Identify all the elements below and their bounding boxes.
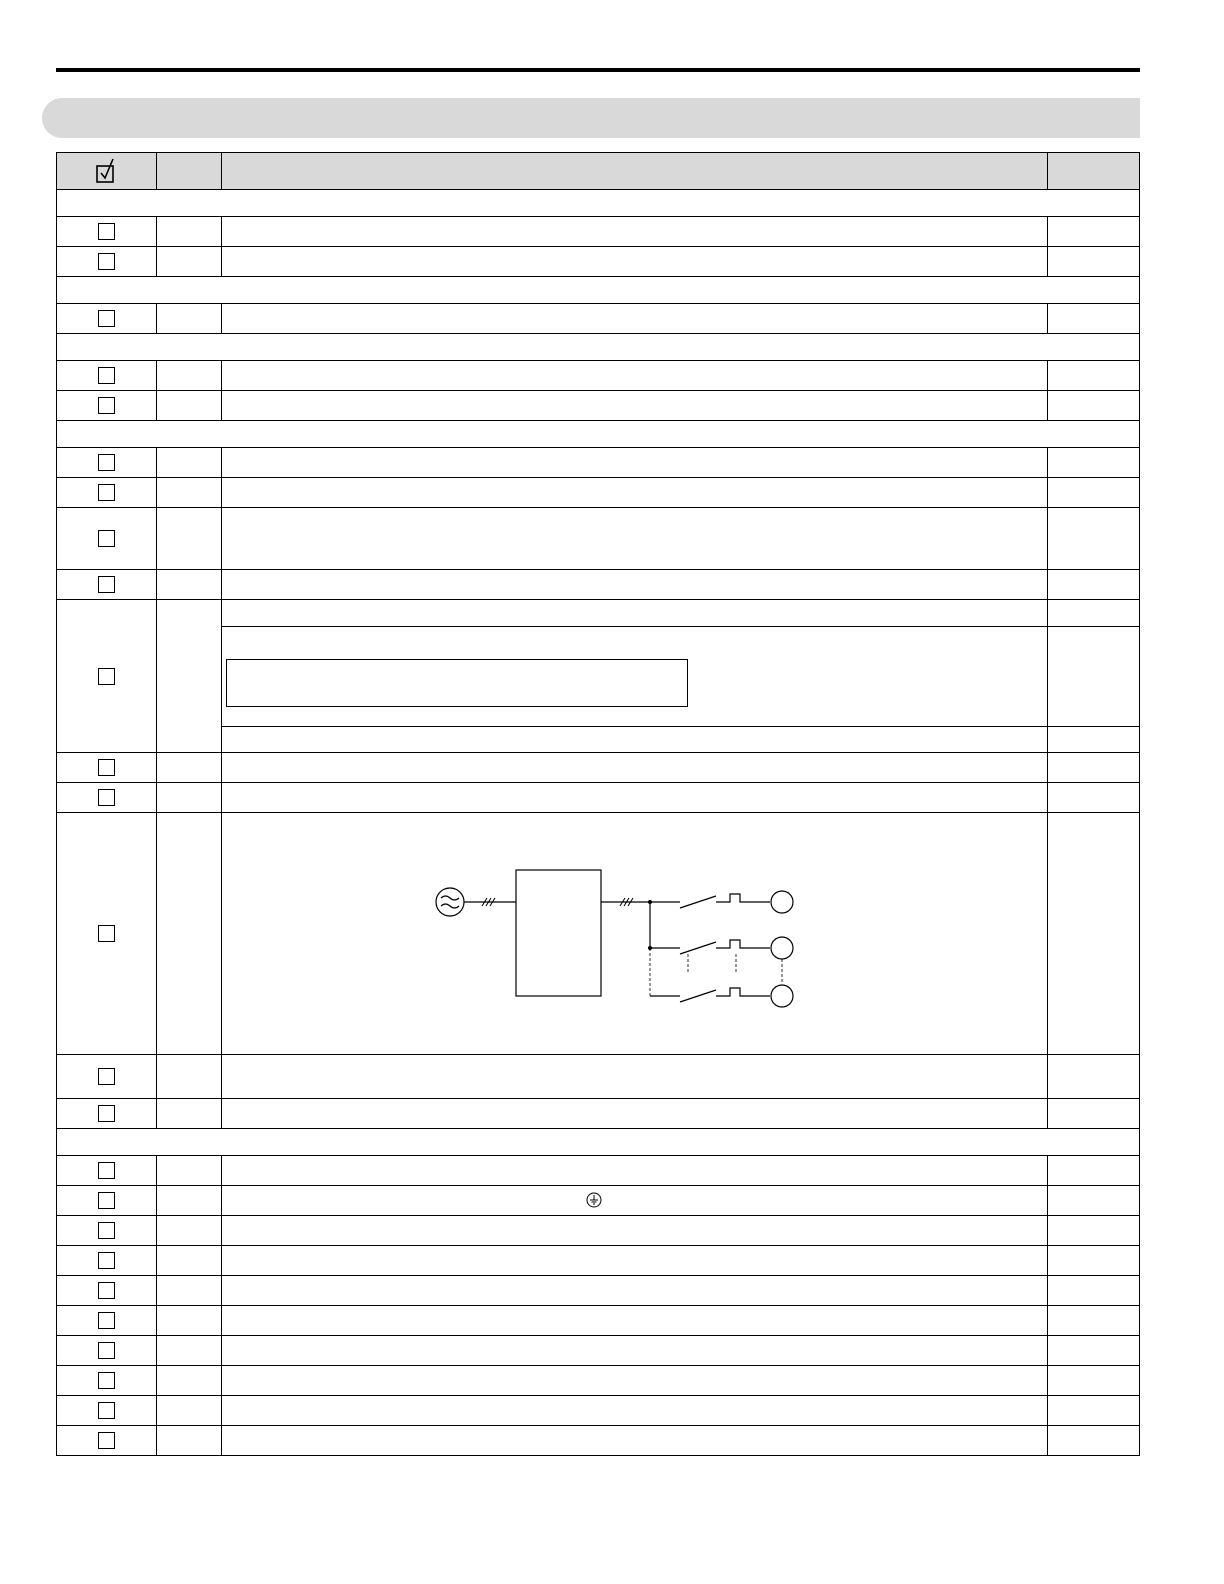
empty-checkbox-icon[interactable] [98,1342,115,1359]
empty-checkbox-icon[interactable] [98,397,115,414]
top-rule [56,68,1140,72]
three-phase-mark [620,898,633,906]
table-row [57,1099,1140,1129]
table-row [57,247,1140,277]
sub-row [222,727,1047,752]
table-row [57,1055,1140,1099]
empty-checkbox-icon[interactable] [98,1402,115,1419]
group-row [57,277,1140,304]
page-column-header [1047,153,1139,190]
empty-checkbox-icon[interactable] [98,1312,115,1329]
table-row [57,361,1140,391]
table-row [57,304,1140,334]
ac-source-icon [436,888,464,916]
check-column-header [57,153,157,190]
table-header-row [57,153,1140,190]
table-row [57,1396,1140,1426]
group-row [57,334,1140,361]
sub-row [222,627,1047,727]
empty-checkbox-icon[interactable] [98,576,115,593]
page-ref [1048,727,1139,752]
empty-checkbox-icon[interactable] [98,759,115,776]
item-column-header [221,153,1047,190]
empty-checkbox-icon[interactable] [98,484,115,501]
table-row [57,1306,1140,1336]
checked-box-icon [94,157,120,185]
checklist-table [56,152,1140,1456]
table-row [57,478,1140,508]
motor-1 [771,891,793,913]
empty-checkbox-icon[interactable] [98,310,115,327]
empty-checkbox-icon[interactable] [98,1068,115,1085]
group-row [57,421,1140,448]
table-row [57,1366,1140,1396]
table-row-with-diagram [57,813,1140,1055]
empty-checkbox-icon[interactable] [98,1192,115,1209]
group-row [57,190,1140,217]
empty-checkbox-icon[interactable] [98,1432,115,1449]
group-row [57,1129,1140,1156]
sub-row [222,600,1047,627]
motor-2 [771,937,793,959]
empty-checkbox-icon[interactable] [98,223,115,240]
empty-checkbox-icon[interactable] [98,1105,115,1122]
table-row [57,391,1140,421]
motor-3 [771,985,793,1007]
table-row [57,1276,1140,1306]
table-row [57,1426,1140,1456]
empty-checkbox-icon[interactable] [98,1162,115,1179]
empty-checkbox-icon[interactable] [98,530,115,547]
empty-checkbox-icon[interactable] [98,668,115,685]
table-row [57,753,1140,783]
empty-checkbox-icon[interactable] [98,1252,115,1269]
empty-checkbox-icon[interactable] [98,253,115,270]
table-row [57,1156,1140,1186]
drive-block [516,870,601,996]
no-column-header [157,153,221,190]
section-title-bar [42,98,1140,138]
empty-checkbox-icon[interactable] [98,1222,115,1239]
note-box [226,659,688,707]
three-phase-mark [482,898,495,906]
empty-checkbox-icon[interactable] [98,1372,115,1389]
page-ref [1048,600,1139,627]
page-ref [1048,627,1139,727]
wiring-diagram [434,854,834,1014]
ground-symbol-icon [586,1192,602,1208]
table-row [57,570,1140,600]
empty-checkbox-icon[interactable] [98,1282,115,1299]
table-row [57,783,1140,813]
table-row [57,1336,1140,1366]
empty-checkbox-icon[interactable] [98,367,115,384]
table-row [57,448,1140,478]
empty-checkbox-icon[interactable] [98,925,115,942]
table-row-with-note [57,600,1140,753]
empty-checkbox-icon[interactable] [98,789,115,806]
table-row [57,508,1140,570]
empty-checkbox-icon[interactable] [98,454,115,471]
table-row [57,1216,1140,1246]
table-row [57,1186,1140,1216]
table-row [57,217,1140,247]
table-row [57,1246,1140,1276]
